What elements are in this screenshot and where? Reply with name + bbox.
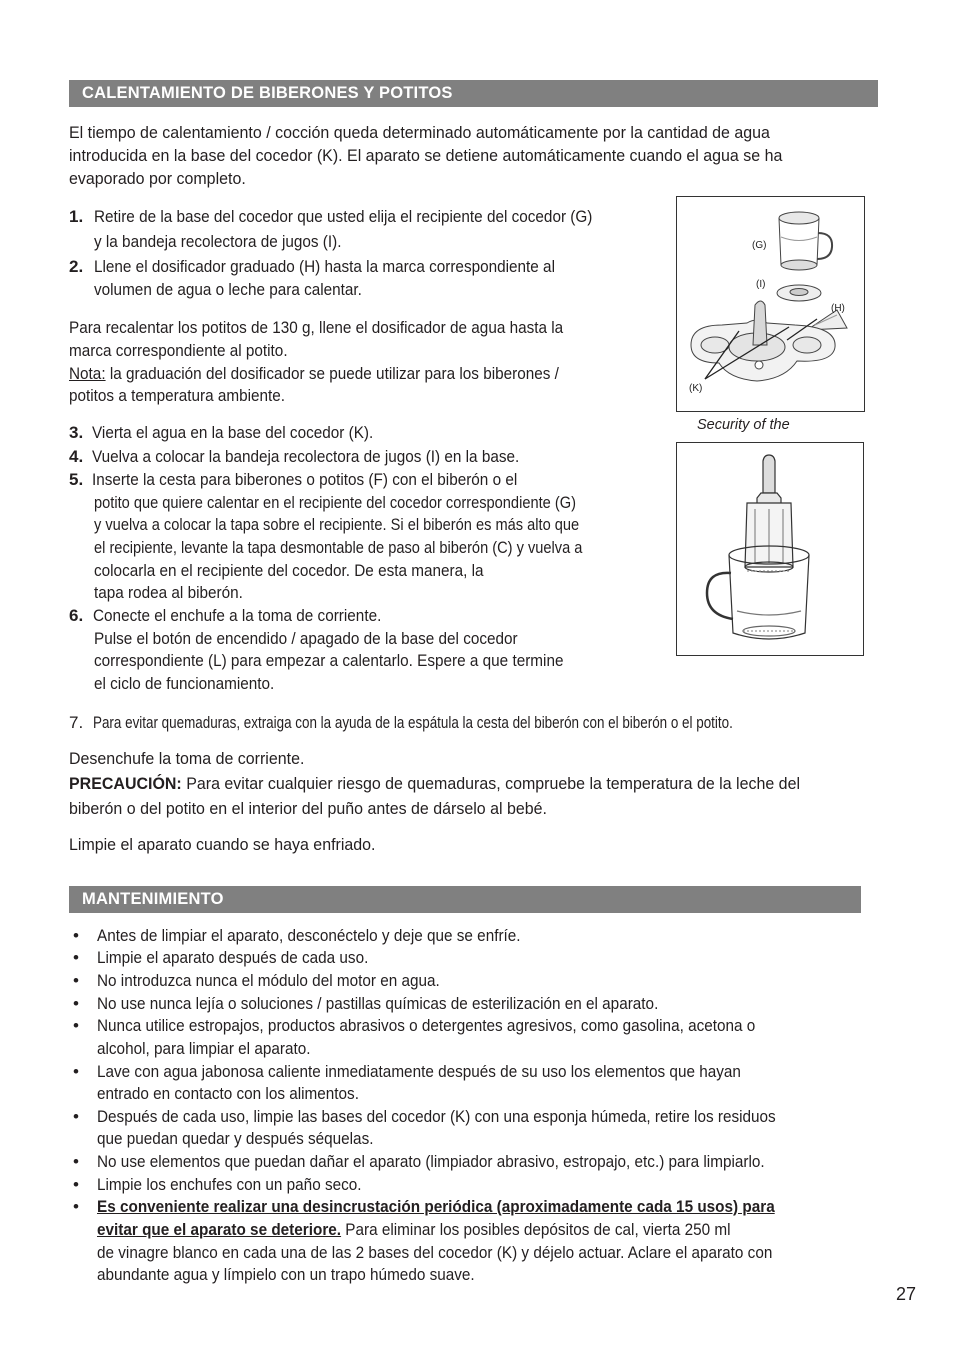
container-g-drawing: [779, 212, 832, 270]
step-6-line-4: el ciclo de funcionamiento.: [94, 674, 275, 693]
bullet-6-glyph: •: [73, 1062, 79, 1081]
note-line-2: potitos a temperatura ambiente.: [69, 386, 286, 405]
descaling-instructions: Para eliminar los posibles depósitos de cal, vierta 250 ml: [341, 1220, 731, 1239]
step-6-line-2: Pulse el botón de encendido / apagado de la base del cocedor: [94, 629, 518, 648]
bullet-9-glyph: •: [73, 1175, 79, 1194]
bullet-2-glyph: •: [73, 948, 79, 967]
section-header-calentamiento: CALENTAMIENTO DE BIBERONES Y POTITOS: [69, 80, 878, 107]
bullet-5-glyph: •: [73, 1016, 79, 1035]
intro-line-1: El tiempo de calentamiento / cocción queda determinado automáticamente por la cantidad de agua: [69, 123, 770, 142]
reheat-line-2: marca correspondiente al potito.: [69, 341, 288, 360]
bullet-8-glyph: •: [73, 1152, 79, 1171]
bullet-10-line-4: abundante agua y límpielo con un trapo húmedo suave.: [97, 1265, 475, 1284]
step-5-line-5: colocarla en el recipiente del cocedor. De esta manera, la: [94, 561, 484, 580]
bullet-2-text: Limpie el aparato después de cada uso.: [97, 948, 369, 967]
bullet-9-text: Limpie los enchufes con un paño seco.: [97, 1175, 362, 1194]
intro-line-3: evaporado por completo.: [69, 169, 246, 188]
note-text: la graduación del dosificador se puede utilizar para los biberones /: [105, 364, 559, 383]
bullet-4-glyph: •: [73, 994, 79, 1013]
bullet-7-line-2: que puedan quedar y después séquelas.: [97, 1129, 374, 1148]
label-k: (K): [689, 383, 703, 394]
page-number: 27: [896, 1284, 917, 1304]
figure-cooker-parts: [676, 196, 865, 412]
bullet-10-line-2: [97, 1218, 731, 1241]
step-6-line-3: correspondiente (L) para empezar a calentarlo. Espere a que termine: [94, 651, 564, 670]
figure-caption: Security of the: [697, 417, 790, 433]
tray-i-drawing: [777, 285, 821, 301]
step-2-number: 2.: [69, 257, 84, 276]
intro-line-2: introducida en la base del cocedor (K). El aparato se detiene automáticamente cuando el agua se ha: [69, 146, 783, 165]
cooker-parts-illustration: [677, 197, 864, 411]
section-header-mantenimiento: MANTENIMIENTO: [69, 886, 861, 913]
step-1-line-1: Retire de la base del cocedor que usted elija el recipiente del cocedor (G): [94, 207, 593, 226]
caution-text: Para evitar cualquier riesgo de quemaduras, compruebe la temperatura de la leche del: [181, 774, 801, 793]
unplug-text: Desenchufe la toma de corriente.: [69, 749, 305, 768]
step-5-number: 5.: [69, 470, 84, 489]
step-4-text: Vuelva a colocar la bandeja recolectora de jugos (I) en la base.: [92, 447, 520, 466]
note-line-1: [69, 362, 559, 385]
bullet-1-glyph: •: [73, 926, 79, 945]
label-i: (I): [756, 279, 766, 290]
step-7-text: Para evitar quemaduras, extraiga con la ayuda de la espátula la cesta del biberón con el biberón o el potito.: [93, 713, 733, 732]
descaling-advice-part-2: evitar que el aparato se deteriore.: [97, 1220, 342, 1239]
step-4-number: 4.: [69, 447, 84, 466]
container-with-bottle-illustration: [677, 443, 863, 655]
note-label: Nota:: [69, 364, 106, 383]
step-3-text: Vierta el agua en la base del cocedor (K).: [92, 423, 374, 442]
reheat-line-1: Para recalentar los potitos de 130 g, llene el dosificador de agua hasta la: [69, 318, 564, 337]
step-1-line-2: y la bandeja recolectora de jugos (I).: [94, 232, 342, 251]
step-5-line-2: potito que quiere calentar en el recipiente del cocedor correspondiente (G): [94, 493, 576, 512]
step-6-line-1: Conecte el enchufe a la toma de corriente.: [93, 606, 382, 625]
bullet-10-glyph: •: [73, 1197, 79, 1216]
caution-label: PRECAUCIÓN:: [69, 774, 182, 793]
bullet-7-line-1: Después de cada uso, limpie las bases del cocedor (K) con una esponja húmeda, retire los residuos: [97, 1107, 776, 1126]
figure-container-with-bottle: [676, 442, 864, 656]
bullet-3-glyph: •: [73, 971, 79, 990]
step-5-line-3: y vuelva a colocar la tapa sobre el recipiente. Si el biberón es más alto que: [94, 515, 580, 534]
bullet-5-line-1: Nunca utilice estropajos, productos abrasivos o detergentes agresivos, como gasolina, acetona o: [97, 1016, 756, 1035]
step-5-line-4: el recipiente, levante la tapa desmontable de paso al biberón (C) y vuelva a: [94, 538, 583, 557]
bullet-3-text: No introduzca nunca el módulo del motor en agua.: [97, 971, 440, 990]
caution-line-1: [69, 772, 800, 795]
bullet-6-line-2: entrado en contacto con los alimentos.: [97, 1084, 359, 1103]
label-g: (G): [752, 240, 767, 251]
step-2-line-1: Llene el dosificador graduado (H) hasta la marca correspondiente al: [94, 257, 555, 276]
bullet-10-line-3: de vinagre blanco en cada una de las 2 bases del cocedor (K) y déjelo actuar. Aclare el aparato con: [97, 1243, 773, 1262]
step-6-number: 6.: [69, 606, 84, 625]
step-3-number: 3.: [69, 423, 84, 442]
caution-line-2: biberón o del potito en el interior del puño antes de dárselo al bebé.: [69, 799, 547, 818]
step-7-number: 7.: [69, 713, 84, 732]
bullet-6-line-1: Lave con agua jabonosa caliente inmediatamente después de su uso los elementos que hayan: [97, 1062, 741, 1081]
step-2-line-2: volumen de agua o leche para calentar.: [94, 280, 362, 299]
clean-text: Limpie el aparato cuando se haya enfriado.: [69, 835, 376, 854]
descaling-advice-part-1: Es conveniente realizar una desincrustación periódica (aproximadamente cada 15 usos) para: [97, 1197, 775, 1216]
bullet-1-text: Antes de limpiar el aparato, desconéctelo y deje que se enfríe.: [97, 926, 521, 945]
bullet-5-line-2: alcohol, para limpiar el aparato.: [97, 1039, 311, 1058]
bullet-4-text: No use nunca lejía o soluciones / pastillas químicas de esterilización en el aparato.: [97, 994, 659, 1013]
bullet-7-glyph: •: [73, 1107, 79, 1126]
label-h: (H): [831, 303, 845, 314]
bullet-10-line-1: [97, 1195, 775, 1218]
step-5-line-6: tapa rodea al biberón.: [94, 583, 243, 602]
bullet-8-text: No use elementos que puedan dañar el aparato (limpiador abrasivo, estropajo, etc.) para limpiarlo.: [97, 1152, 765, 1171]
step-1-number: 1.: [69, 207, 84, 226]
step-5-line-1: Inserte la cesta para biberones o potitos (F) con el biberón o el: [92, 470, 518, 489]
